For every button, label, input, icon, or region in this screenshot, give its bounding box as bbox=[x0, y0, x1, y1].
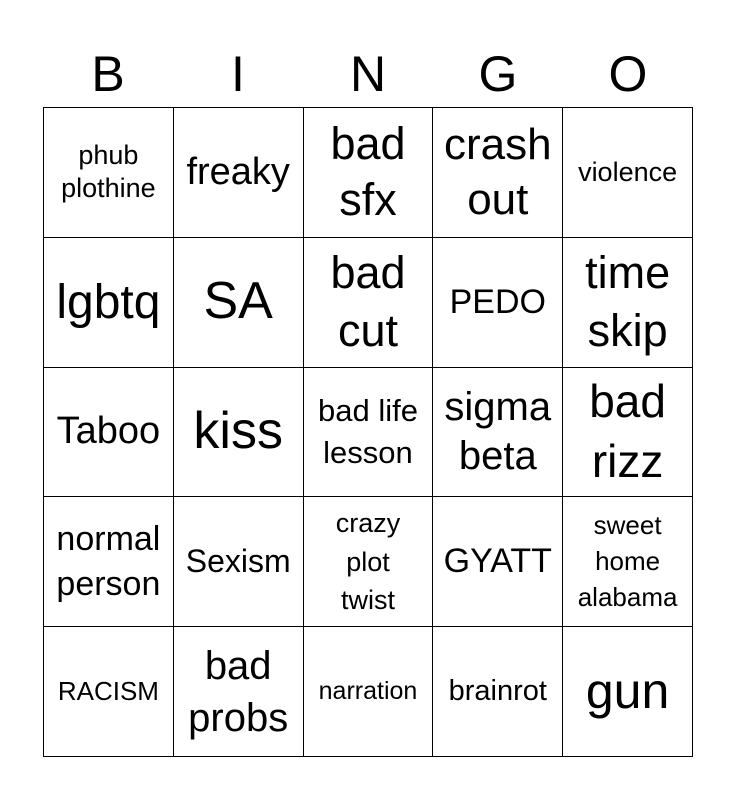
cell-label: RACISM bbox=[57, 675, 159, 706]
bingo-cell[interactable] bbox=[174, 238, 304, 368]
cell-label: bad sfx bbox=[330, 118, 406, 226]
header-letter-g: G bbox=[478, 46, 518, 102]
cell-label: SA bbox=[203, 272, 273, 331]
bingo-cell[interactable] bbox=[174, 497, 304, 627]
header-letter-b: B bbox=[91, 46, 125, 102]
cell-label: narration bbox=[318, 677, 418, 706]
bingo-header bbox=[43, 40, 693, 108]
cell-label: phub plothine bbox=[61, 140, 156, 204]
cell-label: bad probs bbox=[188, 643, 289, 740]
bingo-cell[interactable] bbox=[563, 497, 693, 627]
bingo-cell[interactable] bbox=[44, 627, 174, 757]
bingo-cell[interactable] bbox=[304, 108, 434, 238]
bingo-cell[interactable] bbox=[44, 368, 174, 498]
bingo-cell[interactable] bbox=[174, 627, 304, 757]
cell-label: normal person bbox=[56, 519, 161, 603]
cell-label: Taboo bbox=[56, 410, 161, 453]
bingo-cell[interactable] bbox=[433, 627, 563, 757]
bingo-cell[interactable] bbox=[44, 497, 174, 627]
cell-label: sweet home alabama bbox=[577, 509, 678, 612]
cell-label: gun bbox=[585, 662, 670, 719]
bingo-cell[interactable] bbox=[174, 368, 304, 498]
cell-label: kiss bbox=[193, 402, 283, 461]
bingo-cell[interactable] bbox=[433, 497, 563, 627]
bingo-board bbox=[43, 107, 693, 757]
cell-label: GYATT bbox=[443, 542, 552, 581]
header-letter-n: N bbox=[349, 46, 387, 102]
cell-label: bad rizz bbox=[589, 375, 666, 487]
cell-label: violence bbox=[578, 156, 678, 187]
cell-label: crazy plot twist bbox=[335, 508, 401, 615]
cell-label: time skip bbox=[585, 246, 671, 357]
cell-label: Sexism bbox=[185, 543, 291, 580]
bingo-cell[interactable] bbox=[433, 238, 563, 368]
cell-label: brainrot bbox=[448, 674, 547, 707]
cell-label: lgbtq bbox=[56, 275, 161, 329]
cell-label: sigma beta bbox=[444, 385, 552, 478]
cell-label: bad life lesson bbox=[318, 393, 418, 470]
header-letter-i: I bbox=[231, 46, 245, 102]
bingo-cell[interactable] bbox=[433, 108, 563, 238]
bingo-cell[interactable] bbox=[563, 368, 693, 498]
bingo-cell[interactable] bbox=[563, 238, 693, 368]
bingo-cell[interactable] bbox=[433, 368, 563, 498]
bingo-cell[interactable] bbox=[563, 108, 693, 238]
bingo-cell[interactable] bbox=[174, 108, 304, 238]
cell-label: freaky bbox=[186, 150, 290, 193]
cell-label: PEDO bbox=[449, 282, 546, 321]
bingo-cell[interactable] bbox=[304, 497, 434, 627]
cell-label: crash out bbox=[443, 120, 552, 225]
header-letter-o: O bbox=[608, 46, 648, 102]
bingo-cell[interactable] bbox=[563, 627, 693, 757]
bingo-cell[interactable] bbox=[304, 238, 434, 368]
bingo-cell[interactable] bbox=[44, 108, 174, 238]
bingo-cell[interactable] bbox=[304, 368, 434, 498]
cell-label: bad cut bbox=[330, 246, 406, 357]
bingo-cell[interactable] bbox=[304, 627, 434, 757]
bingo-cell[interactable] bbox=[44, 238, 174, 368]
